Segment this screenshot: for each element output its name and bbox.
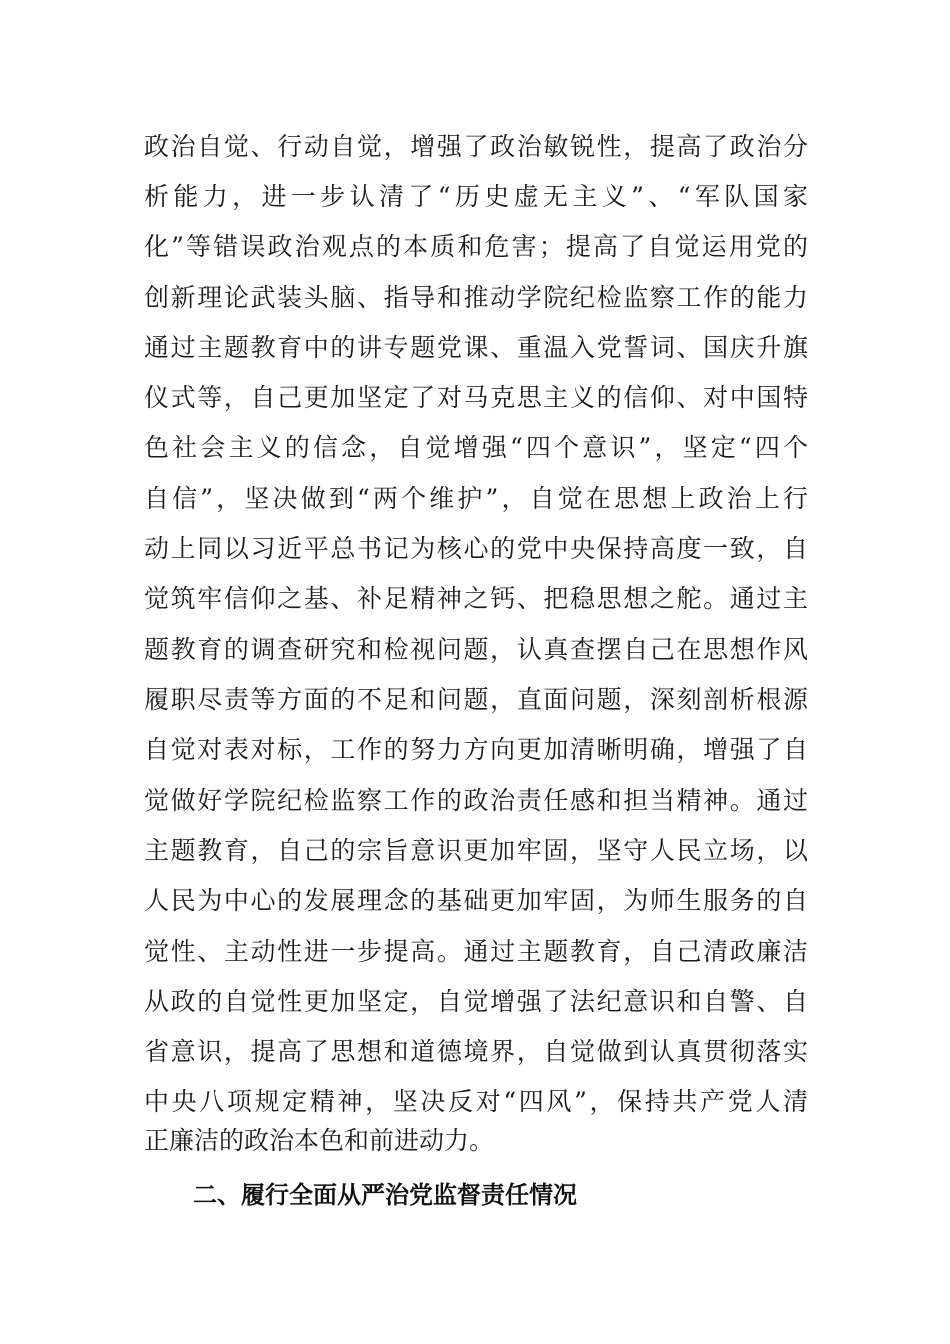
body-text-line-last: 正廉洁的政治本色和前进动力。 — [144, 1126, 495, 1155]
section-heading: 二、履行全面从严治党监督责任情况 — [193, 1181, 577, 1209]
body-text-line: 析能力，进一步认清了“历史虚无主义”、“军队国家 — [144, 182, 808, 211]
body-text-line: 觉做好学院纪检监察工作的政治责任感和担当精神。通过 — [144, 786, 808, 815]
body-text-line: 通过主题教育中的讲专题党课、重温入党誓词、国庆升旗 — [144, 333, 808, 362]
body-text-line: 仪式等，自己更加坚定了对马克思主义的信仰、对中国特 — [144, 383, 808, 412]
body-text-line: 自信”，坚决做到“两个维护”，自觉在思想上政治上行 — [144, 484, 808, 513]
body-text-line: 从政的自觉性更加坚定，自觉增强了法纪意识和自警、自 — [144, 987, 808, 1016]
body-text-line: 题教育的调查研究和检视问题，认真查摆自己在思想作风 — [144, 635, 808, 664]
body-text-line: 人民为中心的发展理念的基础更加牢固，为师生服务的自 — [144, 886, 808, 915]
body-text-line: 化”等错误政治观点的本质和危害；提高了自觉运用党的 — [144, 232, 808, 261]
body-text-line: 动上同以习近平总书记为核心的党中央保持高度一致，自 — [144, 534, 808, 563]
body-text-line: 省意识，提高了思想和道德境界，自觉做到认真贯彻落实 — [144, 1037, 808, 1066]
body-text-line: 政治自觉、行动自觉，增强了政治敏锐性，提高了政治分 — [144, 132, 808, 161]
body-text-line: 中央八项规定精神，坚决反对“四风”，保持共产党人清 — [144, 1087, 808, 1116]
body-text-line: 觉筑牢信仰之基、补足精神之钙、把稳思想之舵。通过主 — [144, 584, 808, 613]
body-text-line: 主题教育，自己的宗旨意识更加牢固，坚守人民立场，以 — [144, 836, 808, 865]
body-text-line: 觉性、主动性进一步提高。通过主题教育，自己清政廉洁 — [144, 937, 808, 966]
body-text-line: 色社会主义的信念，自觉增强“四个意识”，坚定“四个 — [144, 433, 808, 462]
body-text-line: 创新理论武装头脑、指导和推动学院纪检监察工作的能力 — [144, 283, 808, 312]
body-text-line: 自觉对表对标，工作的努力方向更加清晰明确，增强了自 — [144, 735, 808, 764]
body-text-line: 履职尽责等方面的不足和问题，直面问题，深刻剖析根源 — [144, 685, 808, 714]
